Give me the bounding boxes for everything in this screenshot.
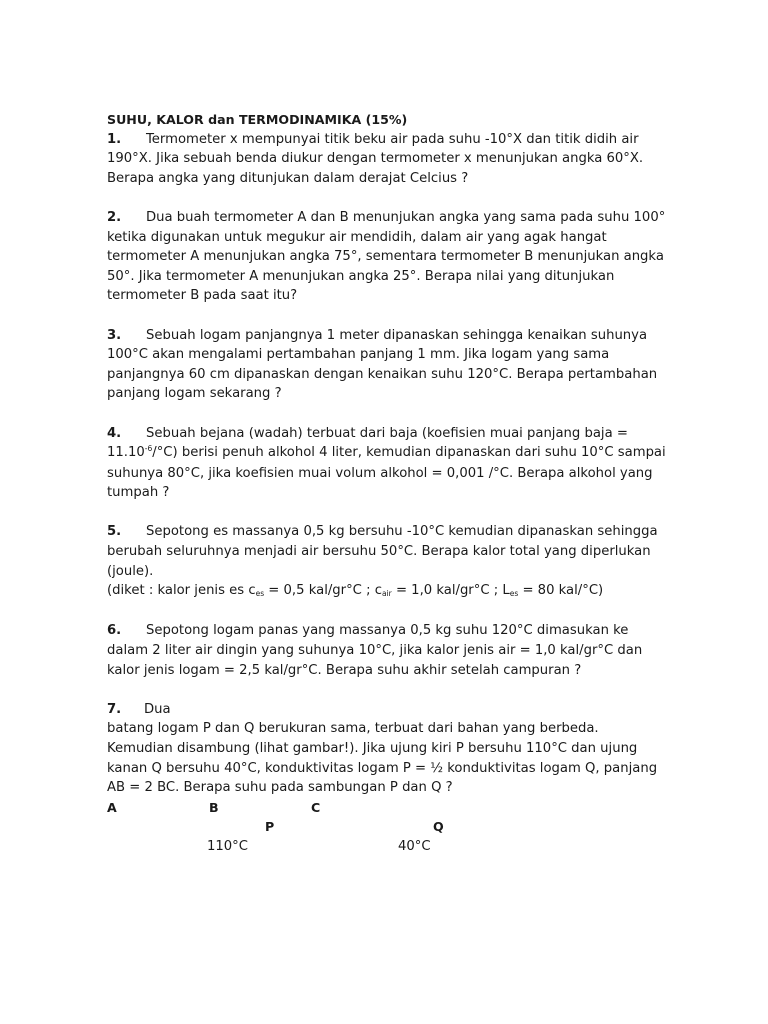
rod-diagram <box>107 798 667 858</box>
question-number: 3. <box>107 327 122 343</box>
document-title: SUHU, KALOR dan TERMODINAMIKA (15%) <box>107 112 408 127</box>
rod-q-label: Q <box>433 818 444 834</box>
superscript: -6 <box>144 444 153 454</box>
temp-left: 110°C <box>207 838 248 854</box>
question-2 <box>107 208 667 306</box>
point-b-label: B <box>209 799 219 815</box>
question-1 <box>107 130 667 189</box>
question-number: 4. <box>107 425 122 441</box>
question-text: Sebuah logam panjangnya 1 meter dipanaskan sehingga kenaikan suhunya 100°C akan mengalami pertambahan panjang 1 mm. Jika logam yang sama panjangnya 60 cm dipanaskan dengan kenaikan suhu 120°C. Berapa pertambahan panjang logam sekarang ? <box>107 327 658 402</box>
document-page <box>107 110 667 858</box>
question-text: Termometer x mempunyai titik beku air pada suhu -10°X dan titik didih air 190°X. Jika sebuah benda diukur dengan termometer x menunjukan angka 60°X. Berapa angka yang ditunjukan dalam derajat Celcius ? <box>107 131 644 186</box>
question-text: Sepotong logam panas yang massanya 0,5 kg suhu 120°C dimasukan ke dalam 2 liter air dingin yang suhunya 10°C, jika kalor jenis air = 1,0 kal/gr°C dan kalor jenis logam = 2,5 kal/gr°C. Berapa suhu akhir setelah campuran ? <box>107 623 643 678</box>
question-number: 2. <box>107 209 122 225</box>
known-values: (diket : kalor jenis es $c_{es} = 0,5$ kal/gr°C ; $c_{air} = 1,0$ kal/gr°C ; $L_{es} = 80$ kal/°C) <box>107 583 604 599</box>
question-text-cont: /°C) berisi penuh alkohol 4 liter, kemudian dipanaskan dari suhu 10°C sampai suhunya 80°C, jika koefisien muai volum alkohol = 0,001 /°C. Berapa alkohol yang tumpah ? <box>107 445 666 501</box>
question-first-word: Dua <box>144 701 171 717</box>
question-7 <box>107 700 667 798</box>
question-5 <box>107 522 667 601</box>
question-number: 1. <box>107 131 122 147</box>
question-number: 6. <box>107 623 122 639</box>
temp-right: 40°C <box>398 838 431 854</box>
point-a-label: A <box>107 799 117 815</box>
question-text: Dua buah termometer A dan B menunjukan angka yang sama pada suhu 100° ketika digunakan untuk megukur air mendidih, dalam air yang agak hangat termometer A menunjukan angka 75°, sementara termometer B menunjukan angka 50°. Jika termometer A menunjukan angka 25°. Berapa nilai yang ditunjukan termometer B pada saat itu? <box>107 209 666 304</box>
question-6 <box>107 621 667 680</box>
question-text: batang logam P dan Q berukuran sama, terbuat dari bahan yang berbeda. Kemudian disambung (lihat gambar!). Jika ujung kiri P bersuhu 110°C dan ujung kanan Q bersuhu 40°C, konduktivitas logam P = ½ konduktivitas logam Q, panjang AB = 2 BC. Berapa suhu pada sambungan P dan Q ? <box>107 721 658 796</box>
question-number: 7. <box>107 701 122 717</box>
question-4 <box>107 424 667 503</box>
question-3 <box>107 326 667 404</box>
question-number: 5. <box>107 524 122 540</box>
question-text: Sebuah bejana (wadah) terbuat dari baja (koefisien muai panjang baja = 11.10 <box>107 425 628 461</box>
point-c-label: C <box>311 799 321 815</box>
question-text: Sepotong es massanya 0,5 kg bersuhu -10°C kemudian dipanaskan sehingga berubah seluruhnya menjadi air bersuhu 50°C. Berapa kalor total yang diperlukan (joule). <box>107 524 658 579</box>
rod-p-label: P <box>265 818 275 834</box>
